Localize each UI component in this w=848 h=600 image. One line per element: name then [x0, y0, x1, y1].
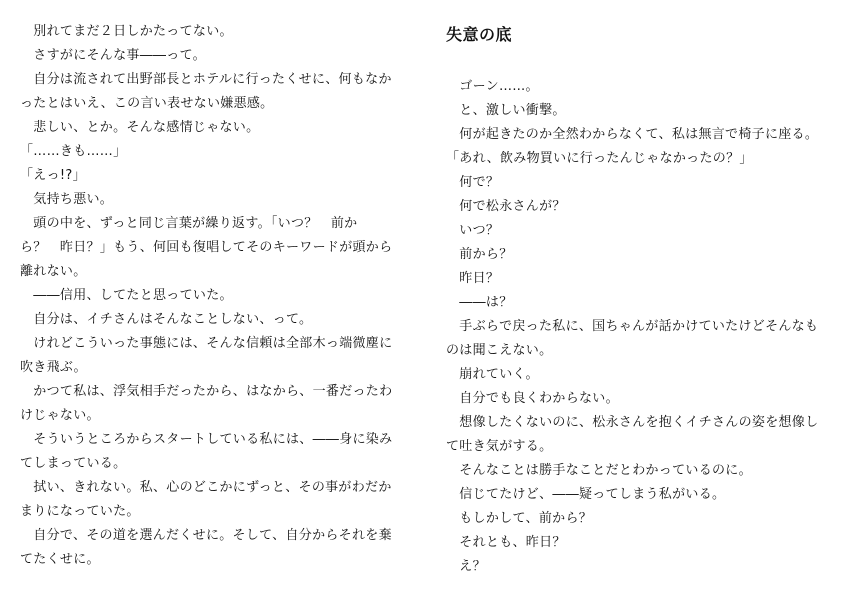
- text-line: 気持ち悪い。: [20, 192, 114, 207]
- text-line: 前から？: [446, 247, 513, 262]
- text-line: てたくせに。: [20, 552, 100, 567]
- text-line: 頭の中を、ずっと同じ言葉が繰り返す。「いつ？ 前か: [20, 216, 358, 231]
- text-line: 「……きも……」: [20, 144, 127, 159]
- text-line: ――は？: [446, 295, 513, 310]
- text-line: 離れない。: [20, 264, 87, 279]
- text-line: さすがにそんな事――って。: [20, 48, 206, 63]
- text-line: ったとはいえ、この言い表せない嫌悪感。: [20, 96, 274, 111]
- text-line: え？: [446, 559, 486, 574]
- text-line: けれどこういった事態には、そんな信頼は全部木っ端微塵に: [20, 336, 393, 351]
- text-line: 悲しい、とか。そんな感情じゃない。: [20, 120, 260, 135]
- text-line: て吐き気がする。: [446, 439, 553, 454]
- text-line: ら？ 昨日？」もう、何回も復唱してそのキーワードが頭から: [20, 240, 393, 255]
- text-line: 拭い、きれない。私、心のどこかにずっと、その事がわだか: [20, 480, 392, 495]
- text-line: ――信用、してたと思っていた。: [20, 288, 233, 303]
- text-line: まりになっていた。: [20, 504, 140, 519]
- text-line: かつて私は、浮気相手だったから、はなから、一番だったわ: [20, 384, 393, 399]
- chapter-title: 失意の底: [446, 25, 513, 44]
- text-line: 昨日？: [446, 271, 500, 286]
- text-line: 自分は流されて出野部長とホテルに行ったくせに、何もなか: [20, 72, 392, 87]
- text-line: 手ぶらで戻った私に、国ちゃんが話かけていたけどそんなも: [446, 319, 819, 334]
- text-line: 信じてたけど、――疑ってしまう私がいる。: [446, 487, 726, 502]
- text-line: 崩れていく。: [446, 367, 539, 382]
- text-line: そんなことは勝手なことだとわかっているのに。: [446, 463, 752, 478]
- text-line: 自分でも良くわからない。: [446, 391, 619, 406]
- text-line: 別れてまだ２日しかたってない。: [20, 24, 233, 39]
- text-line: 何が起きたのか全然わからなくて、私は無言で椅子に座る。: [446, 127, 819, 142]
- text-line: もしかして、前から？: [446, 511, 593, 526]
- text-line: いつ？: [446, 223, 500, 238]
- text-line: のは聞こえない。: [446, 343, 553, 358]
- text-line: ゴーン……。: [446, 79, 539, 94]
- text-line: 吹き飛ぶ。: [20, 360, 87, 375]
- text-line: そういうところからスタートしている私には、――身に染み: [20, 432, 393, 447]
- text-line: 何で松永さんが？: [446, 199, 566, 214]
- text-line: それとも、昨日？: [446, 535, 566, 550]
- text-line: 「あれ、飲み物買いに行ったんじゃなかったの？」: [446, 151, 753, 166]
- text-line: 想像したくないのに、松永さんを抱くイチさんの姿を想像し: [446, 415, 819, 430]
- text-line: けじゃない。: [20, 408, 100, 423]
- text-line: てしまっている。: [20, 456, 127, 471]
- right-page: [424, 0, 848, 600]
- text-line: 何で？: [446, 175, 500, 190]
- text-line: 自分で、その道を選んだくせに。そして、自分からそれを棄: [20, 528, 392, 543]
- text-line: 自分は、イチさんはそんなことしない、って。: [20, 312, 313, 327]
- text-line: と、激しい衝撃。: [446, 103, 566, 118]
- text-line: 「えっ!?」: [20, 168, 86, 183]
